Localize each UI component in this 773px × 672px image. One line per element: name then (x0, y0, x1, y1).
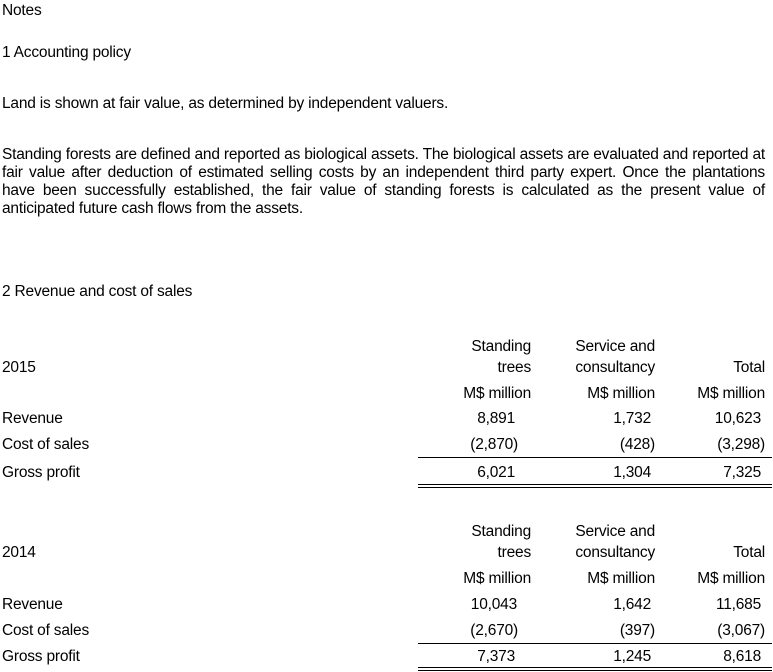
row-label: Cost of sales (2, 622, 89, 639)
column-header-line1: Service and (575, 523, 655, 540)
row-label: Revenue (2, 596, 63, 613)
table-year-label: 2014 (2, 544, 36, 561)
table-cell: 10,623 (714, 410, 761, 427)
table-year-label: 2015 (2, 359, 36, 376)
subtotal-rule (418, 643, 772, 644)
column-header-line2: trees (497, 359, 531, 376)
table-cell: 1,304 (613, 464, 651, 481)
column-header-unit: M$ million (697, 385, 765, 402)
table-cell: 1,642 (613, 596, 651, 613)
notes-heading: Notes (2, 2, 42, 19)
note2-title: 2 Revenue and cost of sales (2, 283, 193, 300)
table-cell: 7,325 (723, 464, 761, 481)
table-cell: (3,298) (717, 436, 765, 453)
note1-paragraph-2: Standing forests are defined and reported as biological assets. The biological assets are evaluated and reported at fair value after deduction of estimated selling costs by an independent third party expert. Once the plantations have been successfully established, the fair value of standing forests is calculated as the present value of anticipated future cash flows from the assets. (2, 146, 765, 217)
table-cell: 8,618 (723, 648, 761, 665)
note1-paragraph-1: Land is shown at fair value, as determined by independent valuers. (2, 95, 449, 112)
table-cell: (428) (619, 436, 655, 453)
total-double-rule (418, 484, 772, 488)
note1-title: 1 Accounting policy (2, 44, 131, 61)
table-cell: (2,870) (470, 436, 518, 453)
column-header-line2: consultancy (575, 544, 655, 561)
row-label: Gross profit (2, 464, 80, 481)
table-cell: 6,021 (477, 464, 515, 481)
row-label: Revenue (2, 410, 63, 427)
table-cell: (2,670) (470, 622, 518, 639)
table-cell: (3,067) (717, 622, 765, 639)
column-header-unit: M$ million (463, 570, 531, 587)
column-header-unit: M$ million (587, 385, 655, 402)
subtotal-rule (418, 457, 772, 458)
column-header-unit: M$ million (587, 570, 655, 587)
column-header-line2: Total (733, 359, 765, 376)
table-cell: 10,043 (470, 596, 517, 613)
column-header-line2: trees (497, 544, 531, 561)
column-header-line2: Total (733, 544, 765, 561)
row-label: Gross profit (2, 648, 80, 665)
table-cell: 11,685 (715, 596, 761, 613)
column-header-unit: M$ million (463, 385, 531, 402)
table-cell: 7,373 (477, 648, 515, 665)
column-header-unit: M$ million (697, 570, 765, 587)
column-header-line1: Standing (471, 338, 531, 355)
column-header-line2: consultancy (575, 359, 655, 376)
column-header-line1: Service and (575, 338, 655, 355)
total-double-rule (418, 667, 772, 671)
table-cell: 1,732 (613, 410, 651, 427)
table-cell: 8,891 (477, 410, 515, 427)
row-label: Cost of sales (2, 436, 89, 453)
table-cell: (397) (619, 622, 655, 639)
table-cell: 1,245 (613, 648, 651, 665)
column-header-line1: Standing (471, 523, 531, 540)
